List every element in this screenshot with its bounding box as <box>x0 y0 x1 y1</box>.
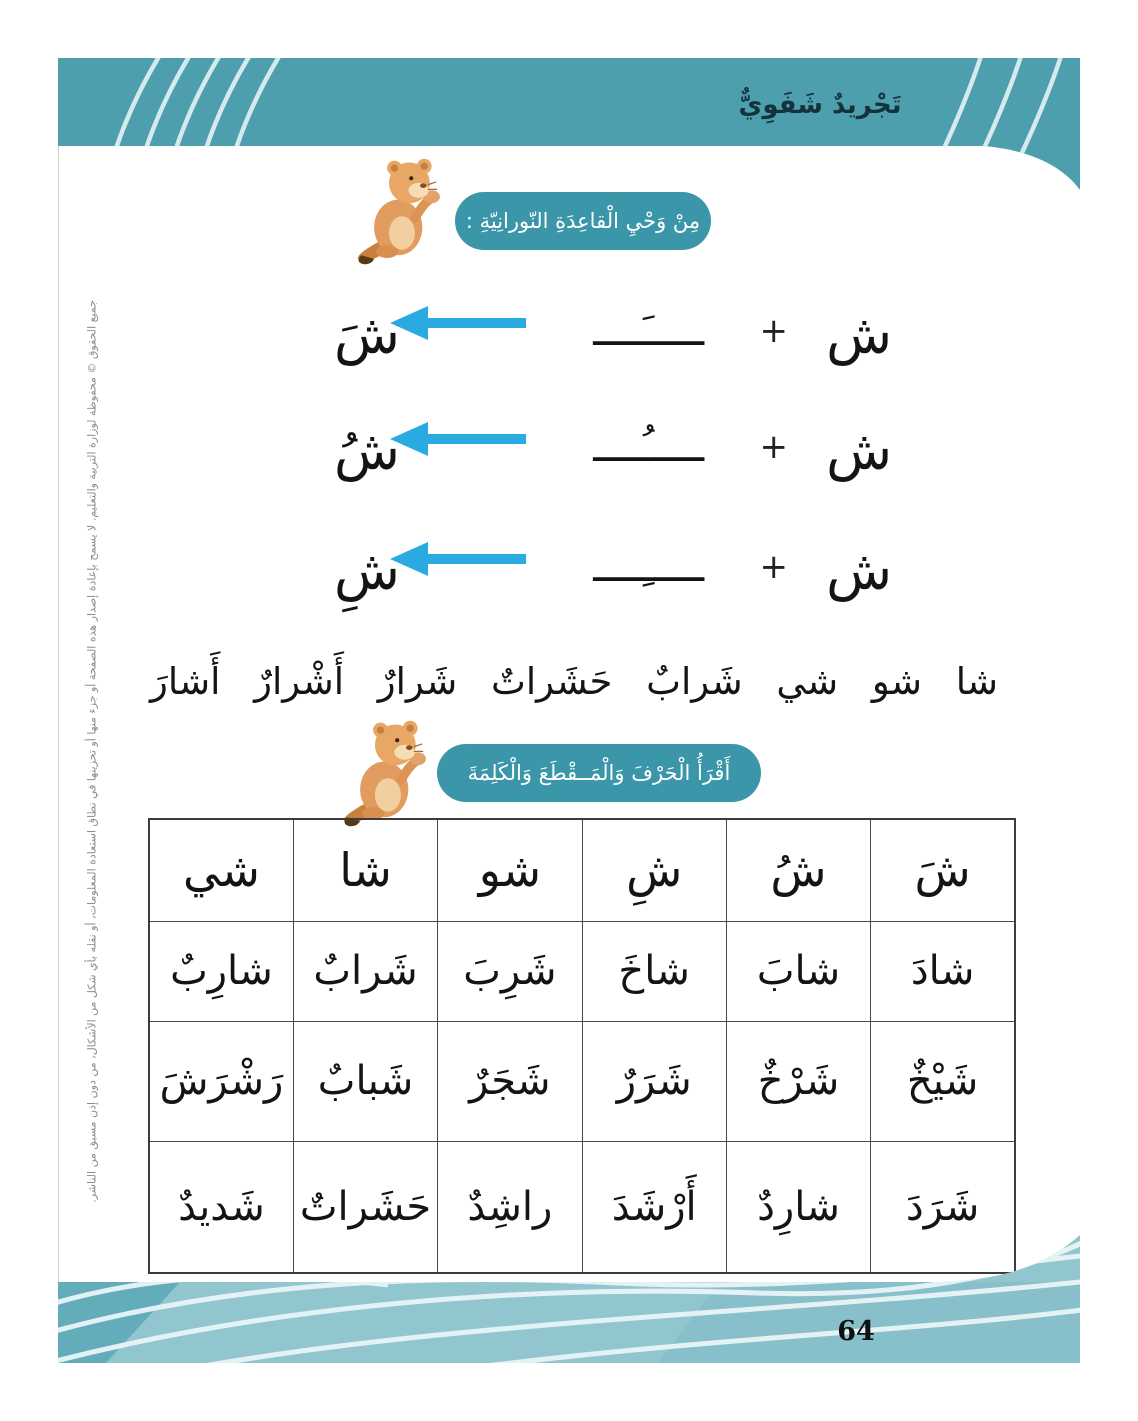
reading-table-body <box>149 819 1015 1273</box>
table-cell: شَبابٌ <box>293 1021 437 1141</box>
table-cell: أَرْشَدَ <box>582 1141 726 1273</box>
table-cell: حَشَراتٌ <box>293 1141 437 1273</box>
table-cell: شَديدٌ <box>149 1141 293 1273</box>
table-cell: شَرابٌ <box>293 921 437 1021</box>
vowel-blank-fatha: ـــــَــــ <box>593 306 704 355</box>
equation-result: شُ <box>334 419 400 482</box>
footer-band <box>58 1225 1080 1363</box>
table-cell: شي <box>149 819 293 921</box>
word-item: شو <box>871 660 923 704</box>
reading-table <box>148 818 1016 1274</box>
lion-cub-illustration <box>350 148 452 266</box>
table-cell: شاخَ <box>582 921 726 1021</box>
table-cell: راشِدٌ <box>438 1141 582 1273</box>
sheen-letter: ش <box>826 303 892 366</box>
vowel-blank-damma: ـــــُــــ <box>593 422 704 471</box>
word-item: أَشارَ <box>150 660 221 704</box>
table-row <box>149 819 1015 921</box>
word-item: شا <box>955 660 998 704</box>
table-cell: شابَ <box>726 921 870 1021</box>
word-item: شَرارٌ <box>377 660 458 704</box>
read-letter-syllable-word-banner: أَقْرَأُ الْحَرْفَ وَالْمَــقْطَعَ وَالْكَلِمَةَ <box>437 744 761 802</box>
word-item: شي <box>776 660 839 704</box>
equation-row <box>230 282 910 368</box>
page-number: 64 <box>837 1316 875 1347</box>
header-title: تَجْريدٌ شَفَوِيٌّ <box>738 90 902 120</box>
table-cell: شا <box>293 819 437 921</box>
table-cell: شِ <box>582 819 726 921</box>
table-cell: شارِدٌ <box>726 1141 870 1273</box>
left-frame-line <box>58 146 59 1282</box>
arrow-left-icon <box>390 422 526 456</box>
arrow-left-icon <box>390 542 526 576</box>
table-row <box>149 921 1015 1021</box>
noorani-rule-banner: مِنْ وَحْيِ الْقاعِدَةِ النّورانِيّةِ : <box>455 192 711 250</box>
plus-sign: + <box>759 547 788 587</box>
equation-result: شَ <box>334 303 400 366</box>
arrow-left-icon <box>390 306 526 340</box>
equation-row <box>230 518 910 604</box>
table-cell: شادَ <box>871 921 1015 1021</box>
table-cell: شو <box>438 819 582 921</box>
equation-result: شِ <box>334 539 400 602</box>
equation-row <box>230 398 910 484</box>
table-cell: شَ <box>871 819 1015 921</box>
sheen-letter: ش <box>826 419 892 482</box>
table-row <box>149 1021 1015 1141</box>
sheen-letter: ش <box>826 539 892 602</box>
table-cell: شَرَرٌ <box>582 1021 726 1141</box>
table-cell: رَشْرَشَ <box>149 1021 293 1141</box>
table-cell: شَرِبَ <box>438 921 582 1021</box>
table-cell: شَيْخٌ <box>871 1021 1015 1141</box>
table-cell: شَرْخٌ <box>726 1021 870 1141</box>
table-cell: شَرَدَ <box>871 1141 1015 1273</box>
plus-sign: + <box>759 311 788 351</box>
table-cell: شارِبٌ <box>149 921 293 1021</box>
table-cell: شُ <box>726 819 870 921</box>
lion-cub-illustration <box>336 710 438 828</box>
practice-words-row <box>150 632 998 708</box>
plus-sign: + <box>759 427 788 467</box>
word-item: أَشْرارٌ <box>254 660 345 704</box>
copyright-vertical-text: جميع الحقوق © محفوظة لوزارة التربية والتعليم. لا يسمح بإعادة إصدار هذه الصفحة أو جزء منها أو تخزينها في نطاق استعادة المعلومات، أو نقله بأي شكل من الأشكال، من دون إذن مسبق من الناشر. <box>85 300 99 1203</box>
table-cell: شَجَرٌ <box>438 1021 582 1141</box>
vowel-blank-kasra: ـــــِــــ <box>593 542 704 591</box>
word-item: حَشَراتٌ <box>491 660 613 704</box>
word-item: شَرابٌ <box>646 660 743 704</box>
